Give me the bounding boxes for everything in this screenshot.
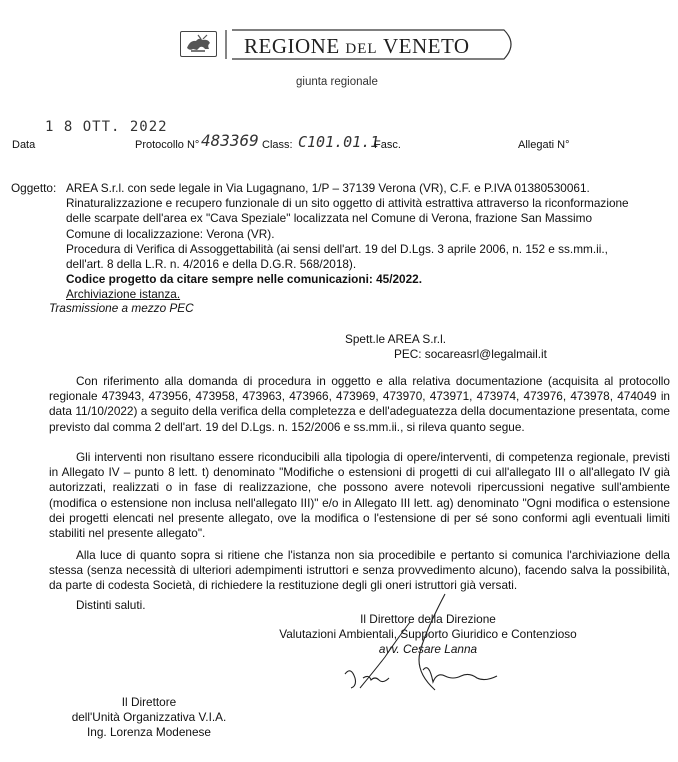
handwritten-signature bbox=[305, 592, 515, 702]
signature-name: avv. Cesare Lanna bbox=[378, 642, 478, 657]
oggetto-label: Oggetto: bbox=[11, 181, 57, 195]
recipient-pec: PEC: socareasrl@legalmail.it bbox=[394, 347, 547, 361]
signature-department: Valutazioni Ambientali, Supporto Giuridico e Contenzioso bbox=[279, 627, 577, 642]
oggetto-line: Rinaturalizzazione e recupero funzionale di un sito oggetto di attività estrattiva attraverso la riconformazione bbox=[66, 196, 629, 211]
lion-of-saint-mark-icon bbox=[180, 31, 217, 57]
paragraph: Con riferimento alla domanda di procedura in oggetto e alla relativa documentazione (acquisita al protocollo regionale 473943, 473956, 473958, 473963, 473966, 473969, 473970, 473971, 473974, 473976, 473978, 474049 in data 11/10/2022) a seguito della verifica della completezza e dell'adeguatezza della documentazione presentata, come previsto dal comma 2 dell'art. 19 del D.Lgs. n. 152/2006 e ss.mm.ii., si rileva quanto segue. bbox=[49, 374, 670, 434]
allegati-label: Allegati N° bbox=[518, 139, 570, 151]
closing-greeting: Distinti saluti. bbox=[76, 598, 146, 612]
recipient-name: Spett.le AREA S.r.l. bbox=[345, 332, 446, 346]
signature-title: Il Direttore bbox=[121, 695, 177, 709]
protocollo-label: Protocollo N° bbox=[135, 139, 200, 151]
fasc-label: Fasc. bbox=[374, 139, 401, 151]
oggetto-line: Comune di localizzazione: Verona (VR). bbox=[66, 226, 275, 241]
signature-department: dell'Unità Organizzativa V.I.A. bbox=[71, 710, 227, 725]
trasmissione-note: Trasmissione a mezzo PEC bbox=[49, 301, 194, 315]
oggetto-line: Procedura di Verifica di Assoggettabilità (ai sensi dell'art. 19 del D.Lgs. 3 aprile 2006, n. 152 e ss.mm.ii., bbox=[66, 241, 608, 256]
oggetto-block bbox=[66, 181, 670, 303]
archiviazione-title: Archiviazione istanza. bbox=[66, 287, 181, 302]
paragraph: Gli interventi non risultano essere riconducibili alla tipologia di opere/interventi, di competenza regionale, previsti in Allegato IV – punto 8 lett. t) denominato "Modifiche o estensioni di progetti di cui all'allegato III o all'allegato IV già autorizzati, realizzati o in fase di realizzazione, che possono avere notevoli ripercussioni negative sull'ambiente (modifica o estensione non inclusa nell'allegato III)" e/o in Allegato III lett. ag) denominato "Ogni modifica o estensione dei progetti elencati nel presente allegato, ove la modifica o l'estensione di per sé sono conformi agli eventuali limiti stabiliti nel presente allegato". bbox=[49, 450, 670, 541]
data-label: Data bbox=[12, 139, 36, 151]
signature-left-block bbox=[54, 695, 244, 741]
paragraph: Alla luce di quanto sopra si ritiene che l'istanza non sia procedibile e pertanto si comunica l'archiviazione della stessa (senza necessità di ulteriori adempimenti istruttori e senza provvedimento alcuno), facendo salva la possibilità, da parte di codesta Società, di richiedere la restituzione degli gli oneri istruttori già versati. bbox=[49, 548, 670, 593]
class-label: Class: bbox=[262, 139, 293, 151]
oggetto-line: dell'art. 8 della L.R. n. 4/2016 e della D.G.R. 568/2018). bbox=[66, 257, 357, 272]
signature-title: Il Direttore della Direzione bbox=[360, 612, 496, 626]
codice-progetto: Codice progetto da citare sempre nelle comunicazioni: 45/2022. bbox=[66, 272, 422, 287]
oggetto-line: AREA S.r.l. con sede legale in Via Lugagnano, 1/P – 37139 Verona (VR), C.F. e P.IVA 01380530061. bbox=[66, 181, 590, 195]
oggetto-line: delle scarpate dell'area ex "Cava Speziale" localizzata nel Comune di Verona, frazione San Massimo bbox=[66, 211, 593, 226]
org-name-del: DEL bbox=[345, 41, 378, 57]
org-name: REGIONE bbox=[244, 34, 340, 58]
class-value: C101.01.1 bbox=[298, 133, 380, 151]
signature-name: Ing. Lorenza Modenese bbox=[87, 725, 211, 740]
protocollo-number: 483369 bbox=[201, 131, 259, 150]
org-subtitle: giunta regionale bbox=[296, 76, 378, 88]
org-banner bbox=[224, 28, 520, 61]
org-name-region: VENETO bbox=[382, 34, 470, 58]
date-stamp: 1 8 OTT. 2022 bbox=[45, 119, 168, 135]
